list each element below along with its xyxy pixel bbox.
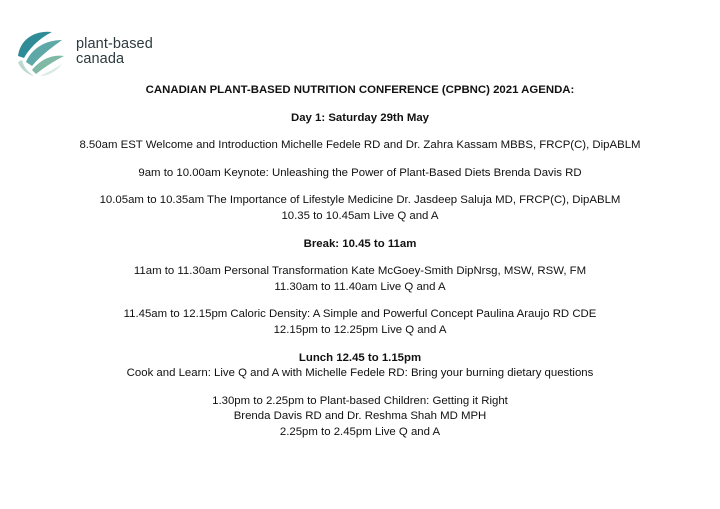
session-lifestyle: 10.05am to 10.35am The Importance of Lifestyle Medicine Dr. Jasdeep Saluja MD, FRCP(C), DipABLM: [99, 194, 621, 207]
brand-wordmark: [76, 37, 153, 67]
session-children: 1.30pm to 2.25pm to Plant-based Children: Getting it Right: [212, 394, 508, 407]
session-children-speakers: Brenda Davis RD and Dr. Reshma Shah MD MPH: [233, 410, 487, 423]
session-keynote: 9am to 10.00am Keynote: Unleashing the Power of Plant-Based Diets Brenda Davis RD: [138, 166, 582, 179]
session-welcome: 8.50am EST Welcome and Introduction Michelle Fedele RD and Dr. Zahra Kassam MBBS, FRCP(C), DipABLM: [79, 139, 641, 152]
agenda: [0, 83, 720, 441]
lunch-heading: Lunch 12.45 to 1.15pm: [298, 351, 422, 364]
brand-logo: [14, 26, 153, 78]
session-cook-and-learn: Cook and Learn: Live Q and A with Michelle Fedele RD: Bring your burning dietary questions: [126, 367, 594, 380]
brand-line-2: canada: [76, 51, 125, 67]
break-heading: Break: 10.45 to 11am: [303, 237, 417, 250]
brand-line-1: plant-based: [76, 36, 153, 52]
leaf-logo-icon: [14, 26, 66, 78]
session-transformation: 11am to 11.30am Personal Transformation Kate McGoey-Smith DipNrsg, MSW, RSW, FM: [133, 265, 587, 278]
agenda-title: CANADIAN PLANT-BASED NUTRITION CONFERENCE (CPBNC) 2021 AGENDA:: [145, 84, 575, 96]
session-qa-3: 12.15pm to 12.25pm Live Q and A: [273, 323, 447, 336]
session-qa-2: 11.30am to 11.40am Live Q and A: [274, 280, 446, 293]
session-qa-4: 2.25pm to 2.45pm Live Q and A: [279, 425, 441, 438]
session-qa-1: 10.35 to 10.45am Live Q and A: [281, 209, 439, 222]
day-heading: Day 1: Saturday 29th May: [290, 111, 429, 124]
session-caloric-density: 11.45am to 12.15pm Caloric Density: A Simple and Powerful Concept Paulina Araujo RD CDE: [123, 308, 597, 321]
